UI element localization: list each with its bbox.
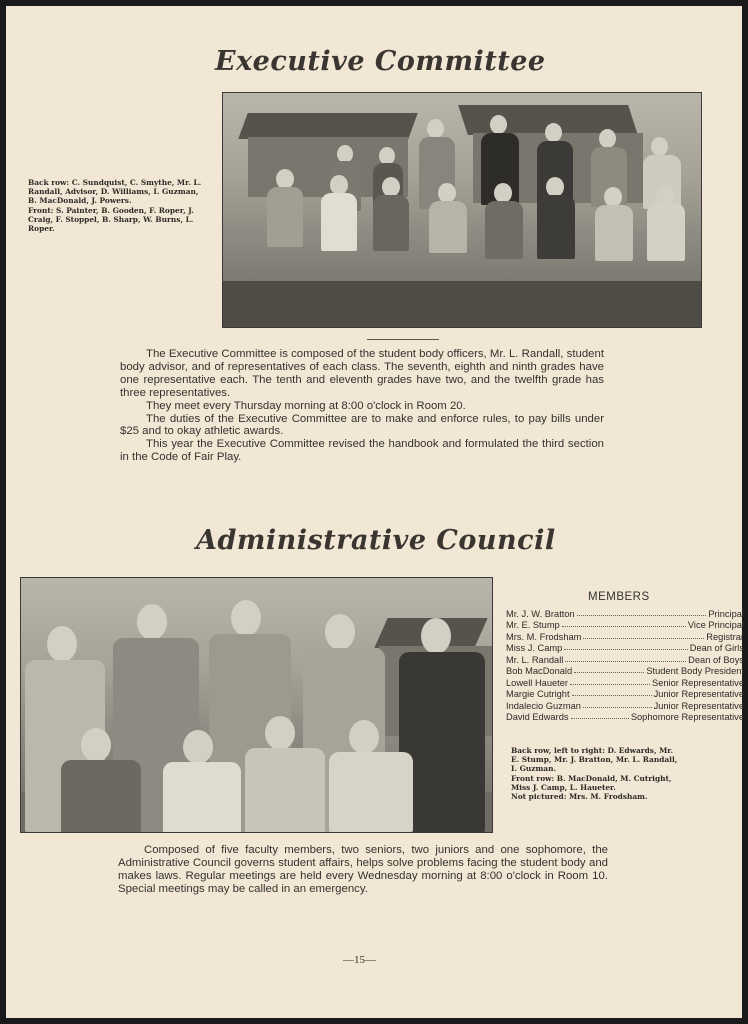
member-role: Principal [708, 608, 744, 619]
member-row [506, 711, 744, 723]
member-name: David Edwards [506, 712, 569, 722]
member-row [506, 676, 744, 688]
member-name: Indalecio Guzman [506, 700, 581, 711]
executive-committee-photo [222, 92, 702, 328]
admin-caption-front-row: Front row: B. MacDonald, M. Cutright, Miss J. Camp, L. Haueter. [511, 773, 672, 792]
yearbook-page [6, 6, 742, 1018]
member-name: Mrs. M. Frodsham [506, 631, 582, 642]
member-role: Dean of Girls [689, 643, 744, 653]
member-role: Registrar [706, 631, 744, 642]
member-name: Mr. J. W. Bratton [506, 608, 575, 619]
administrative-council-heading: Administrative Council [196, 525, 556, 556]
page-number: —15— [343, 954, 376, 966]
member-name: Margie Cutright [506, 689, 570, 699]
member-name: Bob MacDonald [506, 666, 573, 676]
member-name: Miss J. Camp [506, 643, 563, 653]
executive-caption-back-row: Back row: C. Sundquist, C. Smythe, Mr. L. Randall, Advisor, D. Williams, I. Guzman, B. MacDonald, J. Powers. [28, 178, 202, 206]
members-heading: MEMBERS [588, 591, 650, 603]
executive-paragraph: This year the Executive Committee revised the handbook and formulated the third section in the Code of Fair Play. [120, 438, 604, 464]
member-row [506, 653, 744, 665]
administrative-council-photo [20, 577, 493, 833]
executive-committee-heading: Executive Committee [215, 46, 546, 77]
member-row [506, 688, 744, 700]
member-role: Sophomore Representative [630, 712, 744, 722]
member-row [506, 607, 744, 619]
member-row [506, 665, 744, 677]
member-row [506, 630, 744, 642]
executive-paragraph: The duties of the Executive Committee are to make and enforce rules, to pay bills under $25 and to okay athletic awards. [120, 412, 604, 438]
executive-committee-text [120, 348, 604, 464]
admin-paragraph: Composed of five faculty members, two seniors, two juniors and one sophomore, the Administrative Council governs student affairs, helps solve problems facing the student body and makes laws. Regular meetings are held every Wednesday morning at 8:00 o'clock in Room 10. Special meetings may be called in an emergency. [118, 844, 608, 895]
executive-paragraph: The Executive Committee is composed of the student body officers, Mr. L. Randall, student body advisor, and of representatives of each class. The seventh, eighth and ninth grades have one representative each. The tenth and eleventh grades have two, and the twelfth grade has three representatives. [120, 348, 604, 399]
member-role: Senior Representative [652, 677, 744, 688]
member-role: Dean of Boys [688, 654, 744, 665]
administrative-photo-caption [511, 746, 681, 801]
member-name: Lowell Haueter [506, 677, 569, 688]
member-role: Student Body President [646, 666, 744, 676]
executive-photo-caption [28, 178, 204, 233]
member-name: Mr. E. Stump [506, 620, 560, 630]
executive-caption-front-row: Front: S. Painter, B. Gooden, F. Roper, J. Craig, F. Stoppel, B. Sharp, W. Burns, L. Roper. [28, 205, 194, 234]
member-row [506, 699, 744, 711]
members-list [506, 607, 744, 727]
section-divider [367, 339, 439, 340]
admin-caption-back-row: Back row, left to right: D. Edwards, Mr. E. Stump, Mr. J. Bratton, Mr. L. Randall, I. Guzman. [511, 746, 678, 774]
member-name: Mr. L. Randall [506, 654, 564, 665]
member-role: Vice Principal [687, 620, 744, 630]
admin-caption-not-pictured: Not pictured: Mrs. M. Frodsham. [511, 792, 648, 802]
member-row [506, 619, 744, 631]
executive-paragraph: They meet every Thursday morning at 8:00 o'clock in Room 20. [146, 399, 466, 412]
member-role: Junior Representative [653, 689, 744, 699]
member-row [506, 642, 744, 654]
member-role: Junior Representative [653, 700, 744, 711]
administrative-council-text [118, 844, 608, 896]
